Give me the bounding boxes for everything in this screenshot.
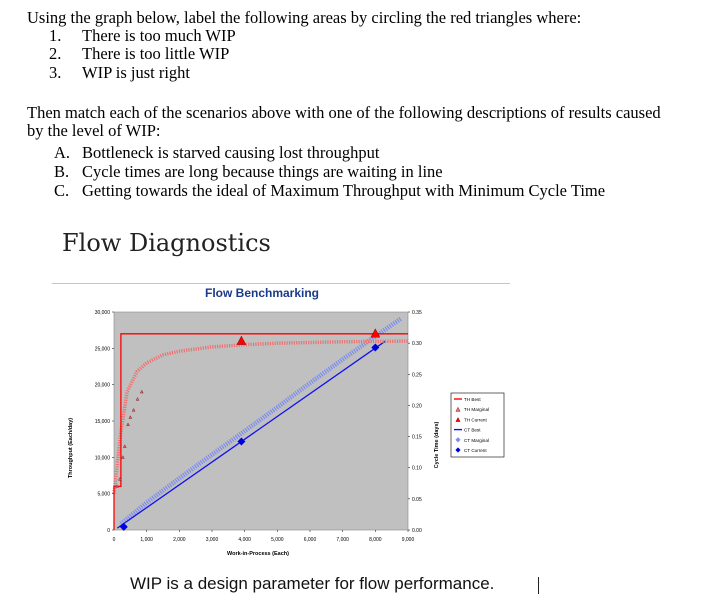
x-tick-label: 7,000 (336, 537, 349, 543)
area-number: 3. (49, 63, 62, 82)
x-tick-label: 9,000 (401, 537, 415, 543)
description-letter: C. (54, 181, 70, 200)
x-tick-label: 2,000 (173, 537, 186, 543)
chart-title: Flow Benchmarking (204, 286, 320, 300)
area-item-too-little-wip: There is too little WIP (82, 44, 230, 63)
y-axis-label: Throughput (Each/day) (68, 417, 74, 479)
x-tick-label: 3,000 (205, 537, 219, 543)
y2-tick-label: 0.35 (412, 310, 422, 316)
chart-legend (451, 393, 504, 457)
description-a: Bottleneck is starved causing lost throughput (82, 143, 380, 162)
y2-tick-label: 0.15 (412, 434, 422, 441)
y2-tick-label: 0.05 (412, 496, 422, 503)
description-letter: A. (54, 143, 71, 162)
slide-footer: WIP is a design parameter for flow performance. (130, 574, 495, 593)
description-c: Getting towards the ideal of Maximum Throughput with Minimum Cycle Time (82, 181, 606, 200)
y-tick-label: 20,000 (94, 382, 110, 389)
y2-tick-label: 0.20 (412, 403, 422, 410)
legend-label: CT Current (464, 448, 487, 453)
legend-label: TH Marginal (464, 407, 490, 413)
y2-tick-label: 0.30 (412, 341, 422, 348)
y-tick-label: 0 (107, 528, 110, 534)
y2-tick-label: 0.25 (412, 372, 422, 379)
x-axis-label: Work-in-Process (Each) (227, 551, 289, 557)
area-item-too-much-wip: There is too much WIP (82, 26, 236, 45)
x-tick-label: 5,000 (271, 537, 284, 543)
area-number: 2. (49, 44, 62, 63)
intro-text: Using the graph below, label the following areas by circling the red triangles where: (27, 8, 582, 27)
y-tick-label: 15,000 (94, 419, 110, 425)
legend-label: TH Best (464, 397, 481, 402)
match-text-line2: by the level of WIP: (27, 121, 161, 140)
description-letter: B. (54, 162, 70, 181)
slide-title: Flow Diagnostics (62, 229, 271, 257)
y-tick-label: 5,000 (97, 491, 110, 498)
match-text-line1: Then match each of the scenarios above with one of the following descriptions of results caused (27, 103, 661, 122)
area-number: 1. (49, 26, 62, 45)
legend-label: CT Best (464, 427, 481, 433)
y-tick-label: 30,000 (94, 310, 110, 316)
x-tick-label: 8,000 (369, 537, 382, 543)
text-cursor (538, 577, 539, 594)
area-item-just-right: WIP is just right (82, 63, 191, 82)
x-tick-label: 6,000 (303, 537, 317, 543)
y-tick-label: 25,000 (94, 346, 110, 353)
x-tick-label: 0 (112, 537, 116, 543)
x-tick-label: 1,000 (140, 537, 153, 543)
legend-label: TH Current (464, 417, 487, 423)
x-tick-label: 4,000 (238, 537, 251, 543)
y2-axis-label: Cycle Time (days) (434, 421, 440, 469)
y2-tick-label: 0.00 (412, 528, 422, 534)
y-tick-label: 10,000 (94, 455, 110, 462)
y2-tick-label: 0.10 (412, 465, 422, 472)
description-b: Cycle times are long because things are waiting in line (82, 162, 443, 181)
legend-label: CT Marginal (464, 437, 489, 443)
